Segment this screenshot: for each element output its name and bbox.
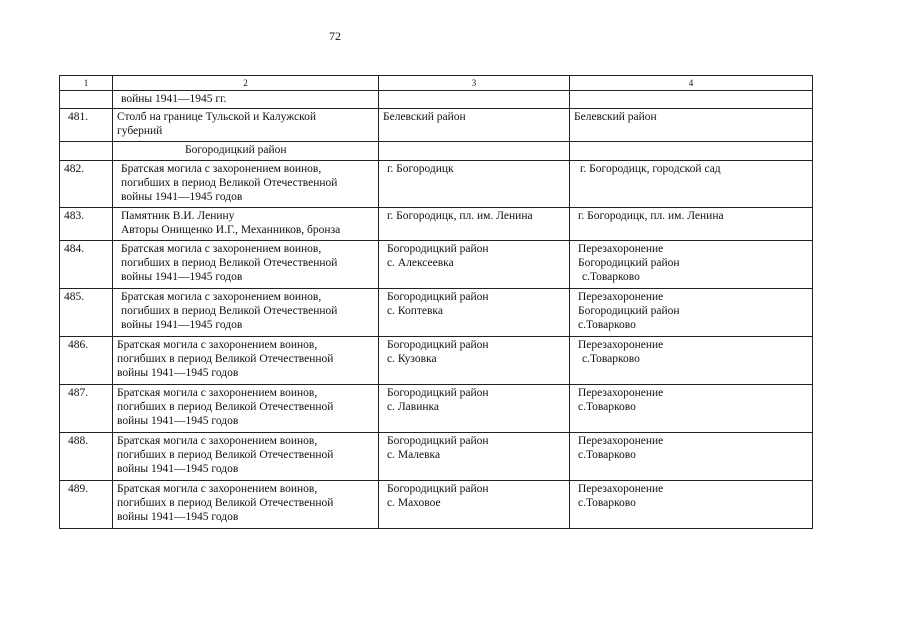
actual-location: Перезахоронение с.Товарково <box>570 433 813 481</box>
row-number: 482. <box>60 161 113 208</box>
object-name: Братская могила с захоронением воинов, погибших в период Великой Отечественной войны 1941—1945 годов <box>113 433 379 481</box>
location: г. Богородицк, пл. им. Ленина <box>379 208 570 241</box>
location: Богородицкий район с. Коптевка <box>379 289 570 337</box>
object-name: Братская могила с захоронением воинов, погибших в период Великой Отечественной войны 1941—1945 годов <box>113 481 379 529</box>
section-title: Богородицкий район <box>113 142 379 161</box>
actual-location <box>570 91 813 109</box>
header-col-1: 1 <box>60 76 113 91</box>
location: Богородицкий район с. Маховое <box>379 481 570 529</box>
actual-location: Перезахоронение с.Товарково <box>570 385 813 433</box>
location: Белевский район <box>379 109 570 142</box>
table-row <box>60 289 813 337</box>
location: Богородицкий район с. Малевка <box>379 433 570 481</box>
location: Богородицкий район с. Лавинка <box>379 385 570 433</box>
header-col-3: 3 <box>379 76 570 91</box>
object-name: Братская могила с захоронением воинов, погибших в период Великой Отечественной войны 1941—1945 годов <box>113 385 379 433</box>
row-number <box>60 91 113 109</box>
table-row <box>60 161 813 208</box>
table-row <box>60 433 813 481</box>
row-number: 486. <box>60 337 113 385</box>
actual-location <box>570 142 813 161</box>
row-number: 487. <box>60 385 113 433</box>
object-name: Братская могила с захоронением воинов, погибших в период Великой Отечественной войны 1941—1945 годов <box>113 289 379 337</box>
table-row <box>60 385 813 433</box>
location <box>379 142 570 161</box>
actual-location: Белевский район <box>570 109 813 142</box>
actual-location: Перезахоронение Богородицкий район с.Товарково <box>570 289 813 337</box>
row-number: 481. <box>60 109 113 142</box>
location <box>379 91 570 109</box>
actual-location: г. Богородицк, городской сад <box>570 161 813 208</box>
page-number: 72 <box>329 29 341 43</box>
actual-location: Перезахоронение Богородицкий район с.Товарково <box>570 241 813 289</box>
row-number: 485. <box>60 289 113 337</box>
object-name: Братская могила с захоронением воинов, погибших в период Великой Отечественной войны 1941—1945 годов <box>113 161 379 208</box>
header-col-4: 4 <box>570 76 813 91</box>
location: г. Богородицк <box>379 161 570 208</box>
table-row <box>60 208 813 241</box>
location: Богородицкий район с. Кузовка <box>379 337 570 385</box>
monuments-table <box>59 75 813 529</box>
table-row <box>60 109 813 142</box>
object-name: Памятник В.И. Ленину Авторы Онищенко И.Г., Механников, бронза <box>113 208 379 241</box>
row-number: 484. <box>60 241 113 289</box>
object-name: Столб на границе Тульской и Калужской губерний <box>113 109 379 142</box>
object-name: Братская могила с захоронением воинов, погибших в период Великой Отечественной войны 1941—1945 годов <box>113 337 379 385</box>
row-number <box>60 142 113 161</box>
actual-location: Перезахоронение с.Товарково <box>570 337 813 385</box>
actual-location: г. Богородицк, пл. им. Ленина <box>570 208 813 241</box>
row-number: 488. <box>60 433 113 481</box>
actual-location: Перезахоронение с.Товарково <box>570 481 813 529</box>
location: Богородицкий район с. Алексеевка <box>379 241 570 289</box>
table-row-continuation <box>60 91 813 109</box>
row-number: 483. <box>60 208 113 241</box>
row-number: 489. <box>60 481 113 529</box>
table-row <box>60 241 813 289</box>
table-row <box>60 337 813 385</box>
header-col-2: 2 <box>113 76 379 91</box>
section-row <box>60 142 813 161</box>
object-name: Братская могила с захоронением воинов, погибших в период Великой Отечественной войны 1941—1945 годов <box>113 241 379 289</box>
table-row <box>60 481 813 529</box>
header-row <box>60 76 813 91</box>
object-name: войны 1941—1945 гг. <box>113 91 379 109</box>
